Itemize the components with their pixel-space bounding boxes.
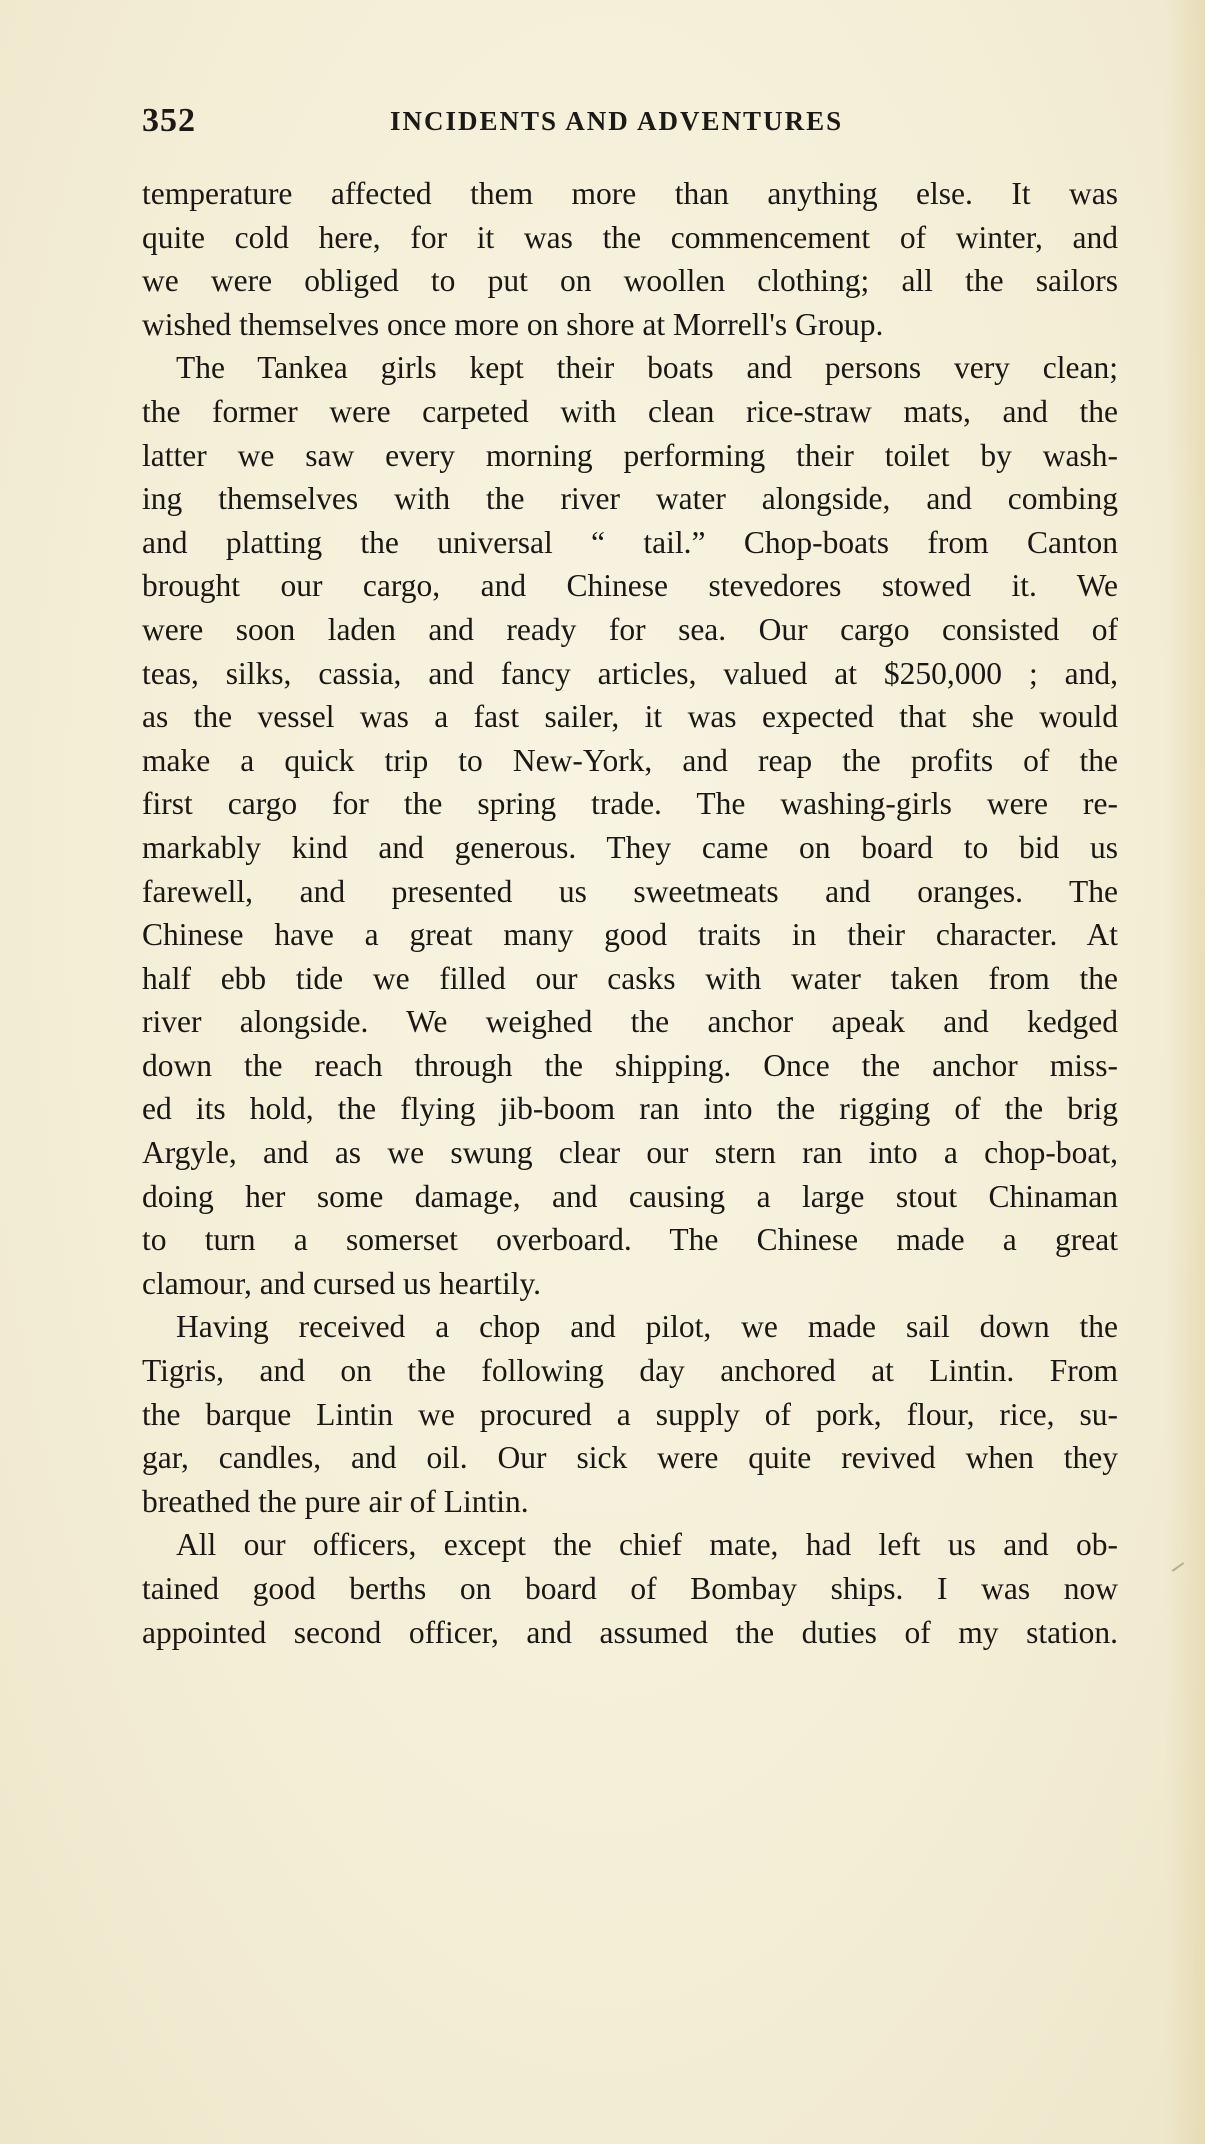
text-line: the barque Lintin we procured a supply of pork, flour, rice, su- <box>142 1396 1118 1432</box>
text-line: gar, candles, and oil. Our sick were quite revived when they <box>142 1440 1118 1476</box>
page-number: 352 <box>142 102 196 139</box>
text-line: quite cold here, for it was the commencement of winter, and <box>142 219 1118 255</box>
text-line: markably kind and generous. They came on board to bid us <box>142 829 1118 865</box>
text-line: Argyle, and as we swung clear our stern ran into a chop-boat, <box>142 1135 1118 1171</box>
text-line: the former were carpeted with clean rice-straw mats, and the <box>142 393 1118 429</box>
text-line: breathed the pure air of Lintin. <box>142 1483 529 1519</box>
text-line: first cargo for the spring trade. The washing-girls were re- <box>142 786 1118 822</box>
text-line: latter we saw every morning performing their toilet by wash- <box>142 437 1118 473</box>
text-line: tained good berths on board of Bombay ships. I was now <box>142 1571 1118 1606</box>
page-edge-shadow <box>1165 0 1205 2144</box>
paragraph-2 <box>142 346 1118 1305</box>
text-line: clamour, and cursed us heartily. <box>142 1265 542 1301</box>
text-line: as the vessel was a fast sailer, it was expected that she would <box>142 699 1118 735</box>
text-line: to turn a somerset overboard. The Chinese made a great <box>142 1222 1118 1258</box>
text-line: ing themselves with the river water alongside, and combing <box>142 481 1118 517</box>
text-line: Tigris, and on the following day anchored at Lintin. From <box>142 1353 1118 1389</box>
text-line: make a quick trip to New-York, and reap the profits of the <box>142 742 1118 778</box>
text-line: half ebb tide we filled our casks with water taken from the <box>142 960 1118 996</box>
text-line: we were obliged to put on woollen clothing; all the sailors <box>142 263 1118 299</box>
page-header <box>142 102 1122 146</box>
text-line: doing her some damage, and causing a large stout Chinaman <box>142 1178 1118 1214</box>
running-head: INCIDENTS AND ADVENTURES <box>390 106 844 136</box>
body-text <box>142 172 1118 1654</box>
text-line: river alongside. We weighed the anchor apeak and kedged <box>142 1004 1118 1040</box>
text-line: Having received a chop and pilot, we made sail down the <box>176 1309 1118 1345</box>
text-line: were soon laden and ready for sea. Our cargo consisted of <box>142 611 1118 647</box>
text-line: temperature affected them more than anything else. It was <box>142 176 1118 211</box>
text-line: All our officers, except the chief mate, had left us and ob- <box>176 1527 1118 1563</box>
text-line: wished themselves once more on shore at Morrell's Group. <box>142 306 884 342</box>
text-line: farewell, and presented us sweetmeats and oranges. The <box>142 873 1118 909</box>
text-line: and platting the universal “ tail.” Chop-boats from Canton <box>142 524 1118 560</box>
text-line: Chinese have a great many good traits in their character. At <box>142 917 1118 953</box>
text-line: appointed second officer, and assumed the duties of my station. <box>142 1614 1118 1650</box>
text-line: ed its hold, the flying jib-boom ran into the rigging of the brig <box>142 1091 1118 1127</box>
text-line: The Tankea girls kept their boats and persons very clean; <box>176 350 1118 386</box>
paragraph-3 <box>142 1305 1118 1523</box>
text-line: brought our cargo, and Chinese stevedores stowed it. We <box>142 568 1118 604</box>
text-line: down the reach through the shipping. Once the anchor miss- <box>142 1047 1118 1083</box>
paragraph-4 <box>142 1523 1118 1654</box>
paragraph-1 <box>142 172 1118 346</box>
text-line: teas, silks, cassia, and fancy articles, valued at $250,000 ; and, <box>142 655 1118 691</box>
